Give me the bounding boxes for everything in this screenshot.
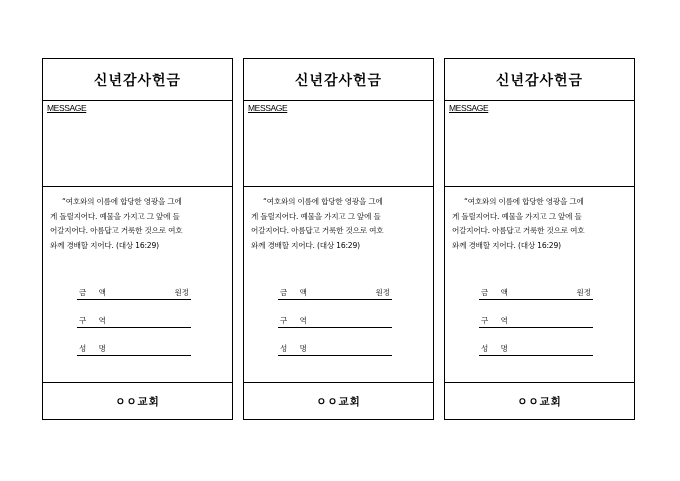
verse-line: 게 돌릴지어다. 예물을 가지고 그 앞에 들 (452, 211, 582, 221)
name-field[interactable] (77, 343, 191, 356)
amount-unit: 원정 (174, 288, 189, 297)
district-label: 구 역 (79, 316, 111, 325)
church-name: ㅇㅇ교회 (115, 395, 160, 408)
district-field[interactable] (77, 315, 191, 328)
district-label: 구 역 (481, 316, 513, 325)
amount-label: 금 액 (481, 288, 513, 297)
message-area[interactable] (244, 101, 433, 187)
offering-envelope-1 (42, 58, 233, 420)
amount-label: 금 액 (79, 288, 111, 297)
offering-envelope-2 (243, 58, 434, 420)
verse-line: “여호와의 이름에 합당한 영광을 그에 (464, 197, 584, 206)
name-field[interactable] (278, 343, 392, 356)
amount-unit: 원정 (375, 288, 390, 297)
verse-line: “여호와의 이름에 합당한 영광을 그에 (62, 197, 182, 206)
verse-line: 어갈지어다. 아름답고 거룩한 것으로 여호 (50, 226, 183, 235)
envelope-title: 신년감사헌금 (445, 59, 634, 101)
message-area[interactable] (43, 101, 232, 187)
message-label: MESSAGE (47, 103, 87, 113)
envelope-body (43, 187, 232, 383)
verse-line: 와께 경배할 지어다. (대상 16:29) (50, 240, 159, 250)
name-label: 성 명 (481, 344, 513, 353)
amount-field[interactable] (77, 287, 191, 300)
amount-field[interactable] (278, 287, 392, 300)
envelope-body (244, 187, 433, 383)
name-field[interactable] (479, 343, 593, 356)
scripture-verse (251, 195, 426, 253)
verse-line: 어갈지어다. 아름답고 거룩한 것으로 여호 (251, 226, 384, 235)
scripture-verse (50, 195, 225, 253)
amount-field[interactable] (479, 287, 593, 300)
district-field[interactable] (278, 315, 392, 328)
envelope-title: 신년감사헌금 (244, 59, 433, 101)
church-name: ㅇㅇ교회 (316, 395, 361, 408)
envelope-body (445, 187, 634, 383)
verse-line: 게 돌릴지어다. 예물을 가지고 그 앞에 들 (50, 211, 180, 221)
name-label: 성 명 (79, 344, 111, 353)
verse-line: 와께 경배할 지어다. (대상 16:29) (452, 240, 561, 250)
verse-line: 어갈지어다. 아름답고 거룩한 것으로 여호 (452, 226, 585, 235)
scripture-verse (452, 195, 627, 253)
offering-envelope-3 (444, 58, 635, 420)
church-name: ㅇㅇ교회 (517, 395, 562, 408)
amount-unit: 원정 (576, 288, 591, 297)
message-label: MESSAGE (449, 103, 489, 113)
verse-line: 와께 경배할 지어다. (대상 16:29) (251, 240, 360, 250)
name-label: 성 명 (280, 344, 312, 353)
amount-label: 금 액 (280, 288, 312, 297)
verse-line: 게 돌릴지어다. 예물을 가지고 그 앞에 들 (251, 211, 381, 221)
verse-line: “여호와의 이름에 합당한 영광을 그에 (263, 197, 383, 206)
message-label: MESSAGE (248, 103, 288, 113)
district-field[interactable] (479, 315, 593, 328)
district-label: 구 역 (280, 316, 312, 325)
envelope-title: 신년감사헌금 (43, 59, 232, 101)
message-area[interactable] (445, 101, 634, 187)
